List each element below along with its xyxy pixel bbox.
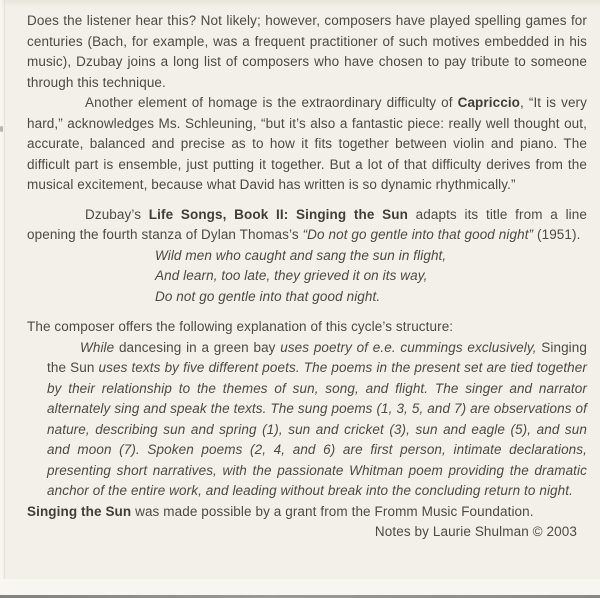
- work-title-life-songs: Life Songs, Book II: Singing the Sun: [148, 206, 408, 222]
- scan-bottom-highlight: [0, 579, 600, 595]
- poem-line: Wild men who caught and sang the sun in flight,: [155, 247, 447, 263]
- work-title-capriccio: Capriccio: [457, 95, 521, 110]
- paragraph-spelling-games: Does the listener hear this? Not likely; however, composers have played spelling games for centuries (Bach, for example, was a frequent practitioner of such motives embedded in his music), Dzubay joins a long list of composers who have chosen to pay tribute to someone through this technique.: [27, 13, 587, 90]
- poem-line: Do not go gentle into that good night.: [155, 288, 381, 304]
- author-credit: Notes by Laurie Shulman © 2003: [374, 524, 577, 539]
- composer-explanation-quote: [47, 338, 587, 502]
- text-run: , “It is very hard,” acknowledges Ms. Schleuning, “but it’s also a fantastic piece: really well thought out, accurate, balanced and precise as to how it fits together between violin and piano. The difficult part is ensemble, just putting it together. But a lot of that difficulty derives from the musical excitement, because what David has written is so dynamic rhythmically.”: [27, 95, 587, 192]
- text-run: was made possible by a grant from the Fromm Music Foundation.: [131, 503, 534, 519]
- text-run: (1951).: [533, 227, 581, 242]
- text-run: adapts its title from a line opening the fourth stanza of Dylan Thomas’s: [27, 206, 587, 242]
- text-run: uses poetry of e.e. cummings exclusively,: [275, 339, 542, 355]
- text-run: While: [80, 339, 119, 355]
- scan-artifact-mark: [0, 126, 3, 132]
- scan-left-edge: [0, 0, 5, 598]
- work-title-singing-the-sun: Singing the Sun: [47, 339, 588, 375]
- scan-top-edge: [0, 0, 600, 7]
- work-title-singing-the-sun-bold: Singing the Sun: [27, 503, 132, 519]
- poem-excerpt: [155, 246, 587, 308]
- poem-title-do-not-go-gentle: “Do not go gentle into that good night”: [302, 227, 534, 242]
- paragraph-capriccio: [27, 93, 587, 196]
- text-run: Dzubay’s: [85, 206, 149, 222]
- text-run: uses texts by five different poets. The poems in the present set are tied together by their relationship to the themes of sun, song, and flight. The singer and narrator alternately sing and speak the texts. The sung poems (1, 3, 5, and 7) are observations of nature, describing sun and spring (1), sun and cricket (3), sun and eagle (5), and sun and moon (7). Spoken poems (2, 4, and 6) are first person, intimate declarations, presenting short narratives, with the passionate Whitman poem providing the dramatic anchor of the entire work, and leading without break into the concluding return to night.: [47, 360, 587, 498]
- paragraph-composer-intro: The composer offers the following explanation of this cycle’s structure:: [27, 319, 454, 334]
- paragraph-life-songs: [27, 205, 587, 246]
- poem-line: And learn, too late, they grieved it on its way,: [155, 268, 428, 283]
- paragraph-grant-credit: [27, 502, 587, 523]
- text-run: Another element of homage is the extraordinary difficulty of: [85, 95, 458, 110]
- notes-text-column: [27, 11, 587, 543]
- work-title-dancesing: dancesing in a green bay: [118, 339, 276, 355]
